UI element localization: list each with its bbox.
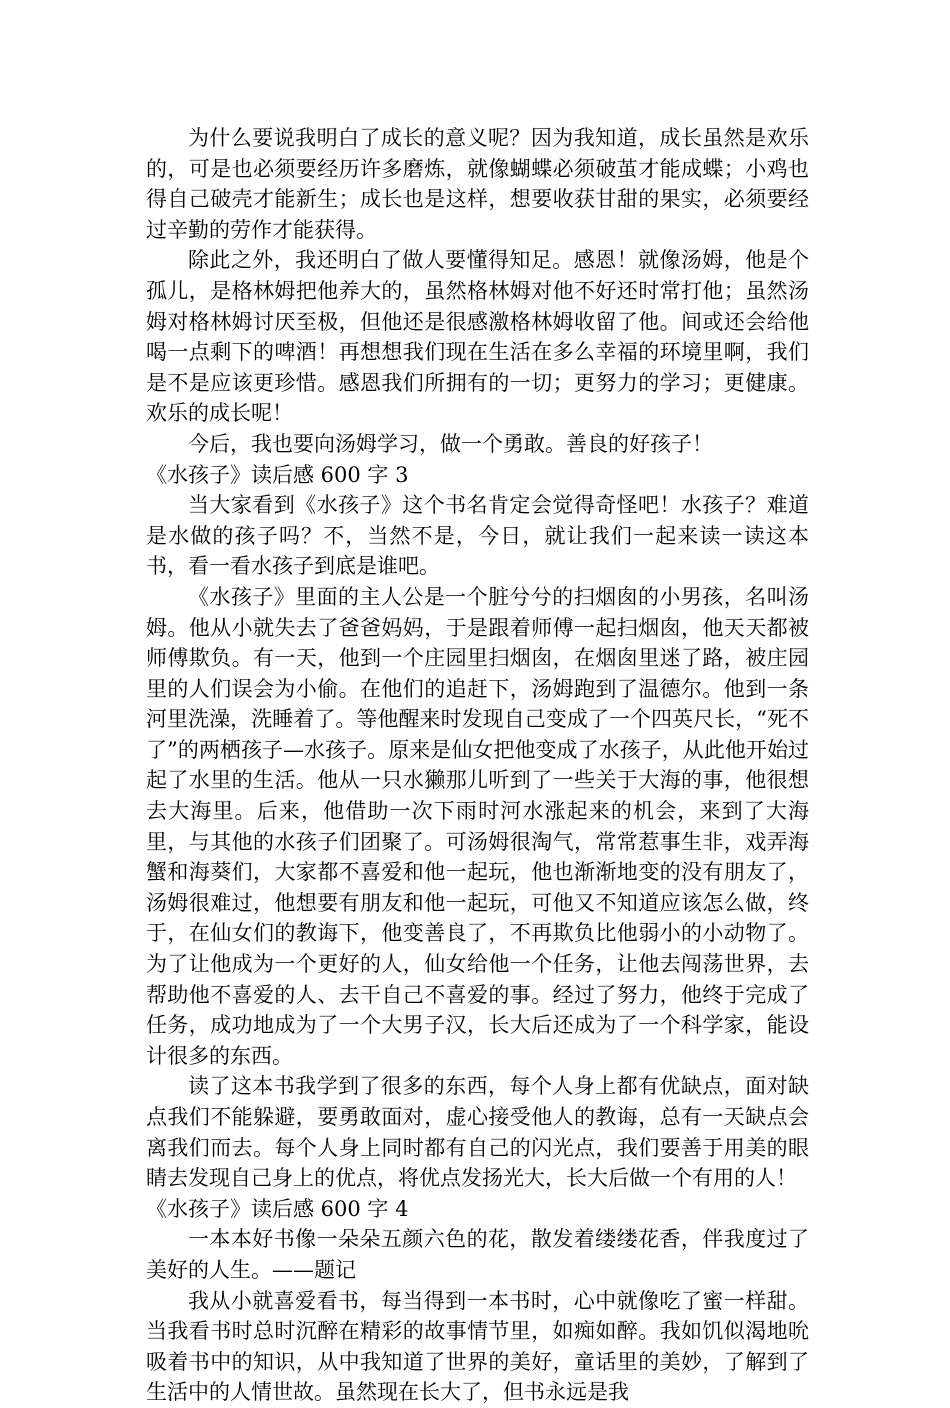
paragraph: 读了这本书我学到了很多的东西，每个人身上都有优缺点，面对缺点我们不能躲避，要勇敢面对，虚心接受他人的教诲，总有一天缺点会离我们而去。每个人身上同时都有自己的闪光点，我们要善于用美的眼睛去发现自己身上的优点，将优点发扬光大，长大后做一个有用的人！ bbox=[146, 1074, 809, 1191]
paragraph: 《水孩子》里面的主人公是一个脏兮兮的扫烟囱的小男孩，名叫汤姆。他从小就失去了爸爸妈妈，于是跟着师傅一起扫烟囱，他天天都被师傅欺负。有一天，他到一个庄园里扫烟囱，在烟囱里迷了路，被庄园里的人们误会为小偷。在他们的追赶下，汤姆跑到了温德尔。他到一条河里洗澡，洗睡着了。等他醒来时发现自己变成了一个四英尺长，“死不了”的两栖孩子—水孩子。原来是仙女把他变成了水孩子，从此他开始过起了水里的生活。他从一只水獭那儿听到了一些关于大海的事，他很想去大海里。后来，他借助一次下雨时河水涨起来的机会，来到了大海里，与其他的水孩子们团聚了。可汤姆很淘气，常常惹事生非，戏弄海蟹和海葵们，大家都不喜爱和他一起玩，他也渐渐地变的没有朋友了，汤姆很难过，他想要有朋友和他一起玩，可他又不知道应该怎么做，终于，在仙女们的教诲下，他变善良了，不再欺负比他弱小的小动物了。为了让他成为一个更好的人，仙女给他一个任务，让他去闯荡世界，去帮助他不喜爱的人、去干自己不喜爱的事。经过了努力，他终于完成了任务，成功地成为了一个大男子汉，长大后还成为了一个科学家，能设计很多的东西。 bbox=[146, 584, 809, 1068]
document-body bbox=[146, 123, 809, 1408]
paragraph: 一本本好书像一朵朵五颜六色的花，散发着缕缕花香，伴我度过了美好的人生。——题记 bbox=[146, 1227, 809, 1282]
paragraph: 当大家看到《水孩子》这个书名肯定会觉得奇怪吧！水孩子？难道是水做的孩子吗？不，当然不是，今日，就让我们一起来读一读这本书，看一看水孩子到底是谁吧。 bbox=[146, 493, 809, 579]
paragraph: 我从小就喜爱看书，每当得到一本书时，心中就像吃了蜜一样甜。当我看书时总时沉醉在精彩的故事情节里，如痴如醉。我如饥似渴地吮吸着书中的知识，从中我知道了世界的美好，童话里的美妙，了解到了生活中的人情世故。虽然现在长大了，但书永远是我 bbox=[146, 1288, 809, 1405]
paragraph: 除此之外，我还明白了做人要懂得知足。感恩！就像汤姆，他是个孤儿，是格林姆把他养大的，虽然格林姆对他不好还时常打他；虽然汤姆对格林姆讨厌至极，但他还是很感激格林姆收留了他。间或还会给他喝一点剩下的啤酒！再想想我们现在生活在多么幸福的环境里啊，我们是不是应该更珍惜。感恩我们所拥有的一切；更努力的学习；更健康。欢乐的成长呢！ bbox=[146, 248, 809, 426]
paragraph: 今后，我也要向汤姆学习，做一个勇敢。善良的好孩子！ bbox=[188, 431, 713, 456]
paragraph: 为什么要说我明白了成长的意义呢？因为我知道，成长虽然是欢乐的，可是也必须要经历许多磨炼，就像蝴蝶必须破茧才能成蝶；小鸡也得自己破壳才能新生；成长也是这样，想要收获甘甜的果实，必须要经过辛勤的劳作才能获得。 bbox=[146, 126, 809, 242]
section-heading: 《水孩子》读后感 600 字 4 bbox=[146, 1196, 409, 1221]
section-heading: 《水孩子》读后感 600 字 3 bbox=[146, 462, 409, 487]
